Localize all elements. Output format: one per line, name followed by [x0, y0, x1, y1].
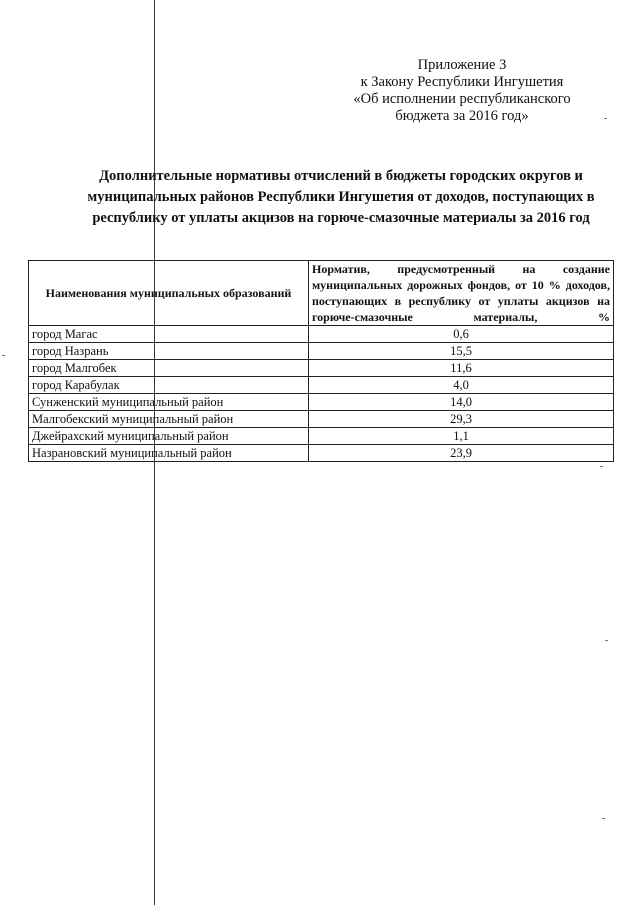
- scan-speck: [605, 640, 608, 641]
- appendix-law-title: «Об исполнении республиканского: [353, 91, 571, 107]
- norm-value: 0,6: [309, 326, 614, 343]
- table-row: [29, 360, 614, 377]
- municipality-name: Малгобекский муниципальный район: [29, 411, 309, 428]
- norm-value: 1,1: [309, 428, 614, 445]
- table-row: [29, 326, 614, 343]
- municipality-name: город Малгобек: [29, 360, 309, 377]
- norm-value: 29,3: [309, 411, 614, 428]
- norm-value: 15,5: [309, 343, 614, 360]
- document-title: [86, 166, 596, 229]
- column-header-norm: Норматив, предусмотренный на создание муниципальных дорожных фондов, от 10 % доходов, поступающих в республику от уплаты акцизов на горюче-смазочные материалы, %: [309, 261, 614, 326]
- scan-speck: [602, 818, 605, 819]
- document-title-line: муниципальных районов Республики Ингушетия от доходов, поступающих в: [87, 189, 595, 205]
- appendix-number: Приложение 3: [417, 57, 507, 73]
- municipality-name: город Магас: [29, 326, 309, 343]
- municipality-name: город Назрань: [29, 343, 309, 360]
- table-row: [29, 394, 614, 411]
- scan-speck: [600, 466, 603, 467]
- table-row: [29, 411, 614, 428]
- norm-value: 4,0: [309, 377, 614, 394]
- municipality-name: Сунженский муниципальный район: [29, 394, 309, 411]
- column-header-name: Наименования муниципальных образований: [29, 261, 309, 326]
- appendix-law-title-cont: бюджета за 2016 год»: [395, 108, 529, 124]
- municipality-name: Джейрахский муниципальный район: [29, 428, 309, 445]
- table-header-row: [29, 261, 614, 326]
- norms-table: [28, 260, 614, 462]
- document-title-line: республику от уплаты акцизов на горюче-смазочные материалы за 2016 год: [92, 210, 590, 226]
- table-row: [29, 445, 614, 462]
- norm-value: 14,0: [309, 394, 614, 411]
- scan-speck: [2, 355, 5, 356]
- municipality-name: город Карабулак: [29, 377, 309, 394]
- appendix-law-reference: к Закону Республики Ингушетия: [360, 74, 564, 90]
- scan-speck: [604, 118, 607, 119]
- municipality-name: Назрановский муниципальный район: [29, 445, 309, 462]
- table-row: [29, 428, 614, 445]
- appendix-header: [332, 57, 592, 125]
- norm-value: 11,6: [309, 360, 614, 377]
- table-row: [29, 377, 614, 394]
- document-title-line: Дополнительные нормативы отчислений в бюджеты городских округов и: [99, 168, 583, 184]
- norm-value: 23,9: [309, 445, 614, 462]
- table-row: [29, 343, 614, 360]
